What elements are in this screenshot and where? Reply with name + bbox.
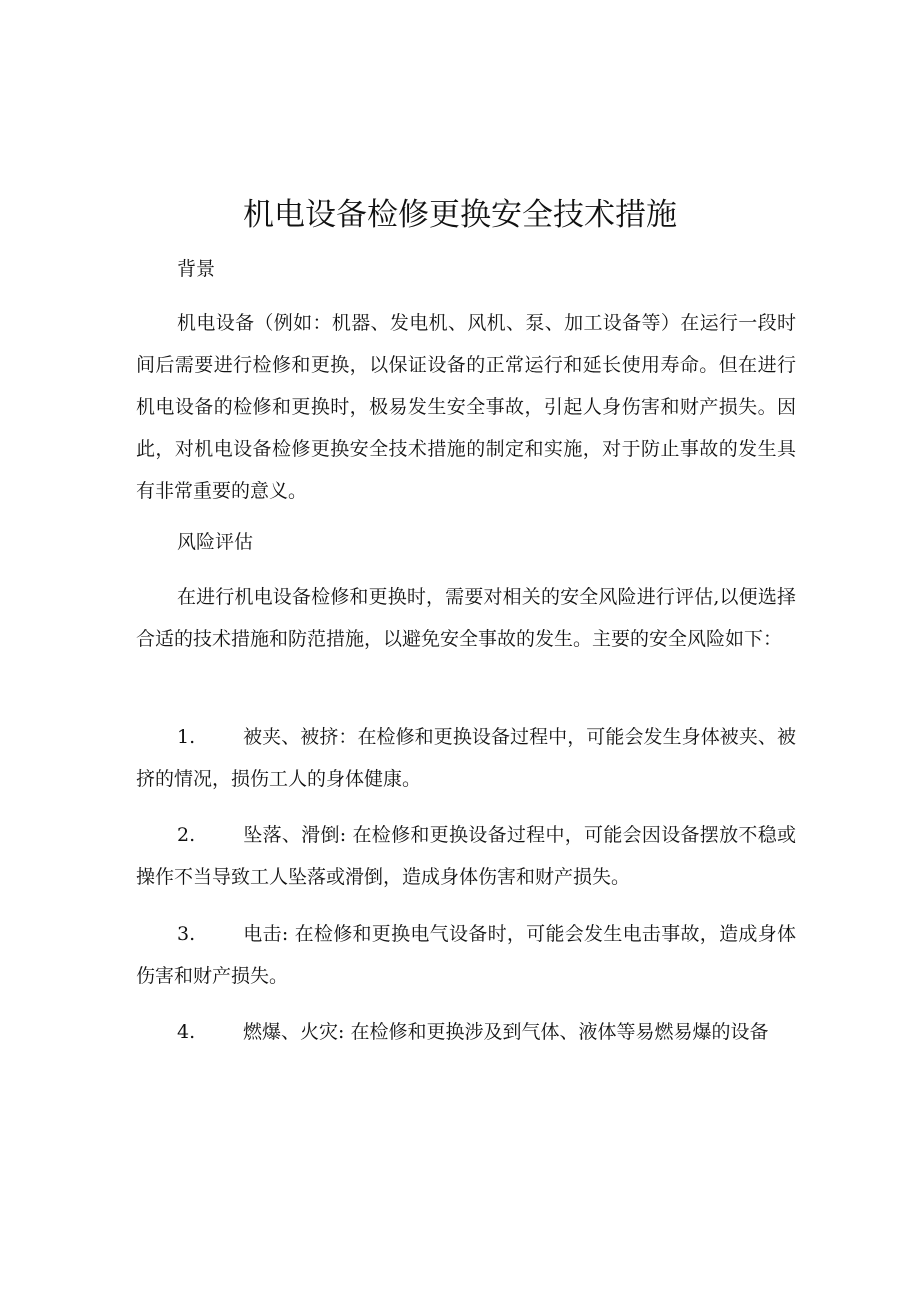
document-title: 机电设备检修更换安全技术措施: [243, 197, 677, 233]
list-item-number: 4.: [177, 1021, 196, 1043]
section-heading-background: 背景: [177, 258, 216, 280]
list-item-text: 燃爆、火灾: 在检修和更换涉及到气体、液体等易燃易爆的设备: [243, 1021, 769, 1043]
section-paragraph-risk-assessment: 在进行机电设备检修和更换时，需要对相关的安全风险进行评估,以便选择合适的技术措施和防范措施，以避免安全事故的发生。主要的安全风险如下：: [136, 586, 796, 650]
list-item-text: 坠落、滑倒: 在检修和更换设备过程中，可能会因设备摆放不稳或操作不当导致工人坠落或滑倒，造成身体伤害和财产损失。: [136, 824, 796, 888]
list-item-text: 电击: 在检修和更换电气设备时，可能会发生电击事故，造成身体伤害和财产损失。: [136, 923, 796, 987]
list-item-text: 被夹、被挤：在检修和更换设备过程中，可能会发生身体被夹、被挤的情况，损伤工人的身体健康。: [136, 726, 796, 790]
section-heading-risk-assessment: 风险评估: [177, 531, 254, 553]
list-item: [136, 913, 796, 997]
list-item: [136, 716, 796, 800]
list-item-number: 1.: [177, 726, 196, 748]
list-item-number: 3.: [177, 923, 196, 945]
list-item-number: 2.: [177, 824, 196, 846]
section-paragraph-background: 机电设备（例如：机器、发电机、风机、泵、加工设备等）在运行一段时间后需要进行检修和更换，以保证设备的正常运行和延长使用寿命。但在进行机电设备的检修和更换时，极易发生安全事故，引起人身伤害和财产损失。因此，对机电设备检修更换安全技术措施的制定和实施，对于防止事故的发生具有非常重要的意义。: [136, 312, 796, 502]
list-item: [136, 1011, 796, 1053]
list-item: [136, 814, 796, 898]
